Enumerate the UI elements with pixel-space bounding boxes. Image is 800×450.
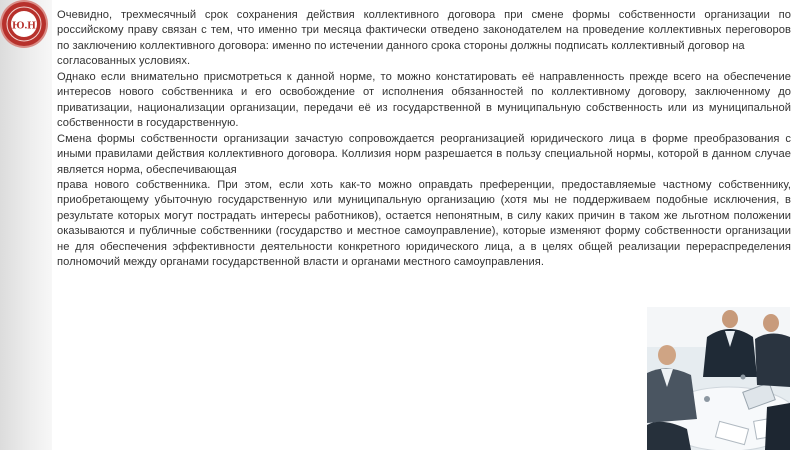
left-decorative-band — [0, 0, 52, 450]
paragraph-2: Однако если внимательно присмотреться к данной норме, то можно констатировать её направленность прежде всего на обеспечение интересов нового собственника и его освобождение от исполнения обязанностей по коллективному договору, заключенному до приватизации, национализации организации, передачи её из государственной в муниципальную собственность или из муниципальной собственности в государственную. — [57, 70, 791, 130]
paragraph-1-end: согласованных условиях. — [57, 55, 191, 68]
logo-letters: Ю.Н — [12, 19, 36, 32]
meeting-illustration — [647, 307, 790, 450]
logo-emblem-icon — [2, 2, 46, 46]
paragraph-1: Очевидно, трехмесячный срок сохранения действия коллективного договора при смене формы собственности организации по российскому праву связан с тем, что именно три месяца фактически отведено законодателем на проведение коллективных переговоров по заключению коллективного договора: именно по истечении данного срока стороны должны подписать коллективный договор на — [57, 9, 791, 52]
paragraph-4: права нового собственника. При этом, если хоть как-то можно оправдать преференции, предоставляемые частному собственнику, приобретающему убыточную государственную или муниципальную организацию (хотя мы не поддерживаем подобные исключения, в результате которых могут пострадать интересы работников), остается непонятным, в силу каких причин в таком же льготном положении оказываются и публичные собственники (государство и местное самоуправление), которые изменяют форму собственности организации не для обеспечения эффективности деятельности конкретного юридического лица, а в целях общей реализации перераспределения полномочий между органами государственной власти и органами местного самоуправления. — [57, 178, 791, 269]
university-logo — [2, 2, 46, 46]
business-meeting-photo — [647, 307, 790, 450]
article-body — [57, 8, 791, 271]
paragraph-3: Смена формы собственности организации зачастую сопровождается реорганизацией юридического лица в форме преобразования с иными правилами действия коллективного договора. Коллизия норм разрешается в пользу специальной нормы, которой в данном случае является норма, обеспечивающая — [57, 132, 791, 176]
